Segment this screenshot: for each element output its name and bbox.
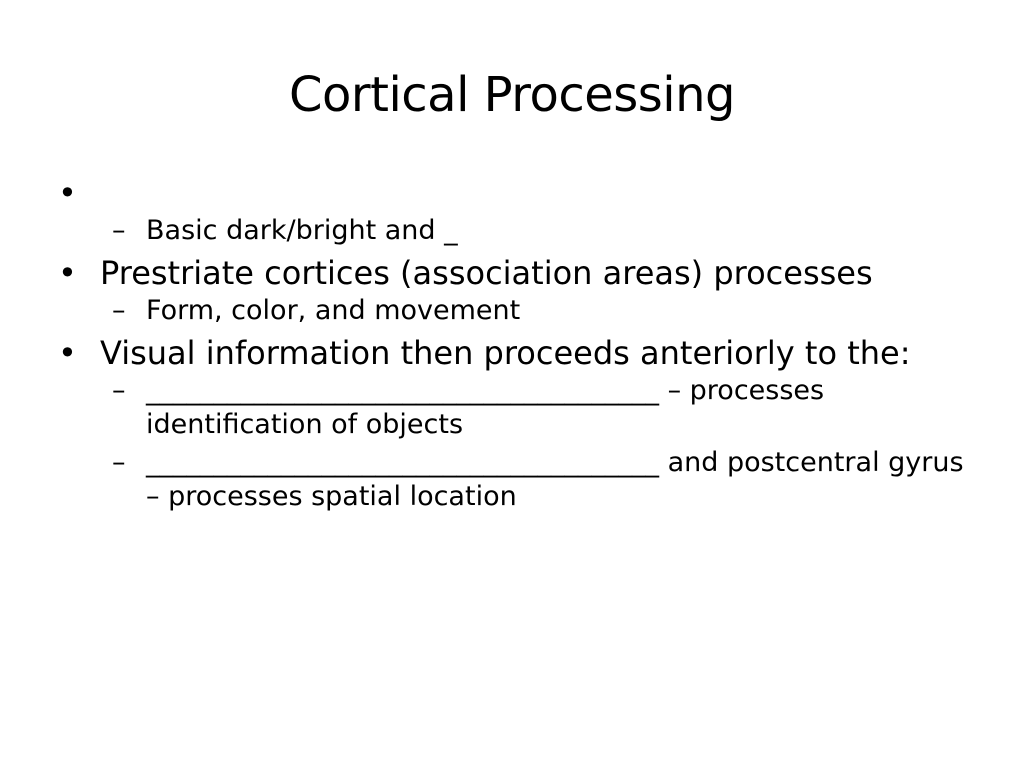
sub-bullet-text: ______________________________________ and postcentral gyrus – processes spatial location	[146, 447, 964, 512]
bullet-text: Visual information then proceeds anteriorly to the:	[100, 334, 911, 372]
slide-body	[56, 176, 976, 514]
bullet-text: Prestriate cortices (association areas) processes	[100, 254, 873, 292]
sub-bullet-item	[56, 294, 976, 328]
sub-bullet-item	[56, 214, 976, 248]
slide-title: Cortical Processing	[289, 67, 735, 123]
bullet-marker: •	[58, 174, 77, 212]
bullet-item	[56, 256, 976, 290]
bullet-item	[56, 336, 976, 370]
sub-bullet-marker: –	[112, 447, 126, 478]
sub-bullet-text: ______________________________________ – processes identification of objects	[146, 375, 825, 440]
bullet-marker: •	[58, 254, 77, 292]
sub-bullet-marker: –	[112, 375, 126, 406]
sub-bullet-marker: –	[112, 215, 126, 246]
bullet-item	[56, 176, 976, 210]
bullet-marker: •	[58, 334, 77, 372]
sub-bullet-item	[56, 374, 976, 442]
sub-bullet-marker: –	[112, 295, 126, 326]
sub-bullet-text: Basic dark/bright and _	[146, 215, 458, 246]
sub-bullet-item	[56, 446, 976, 514]
sub-bullet-text: Form, color, and movement	[146, 295, 521, 326]
